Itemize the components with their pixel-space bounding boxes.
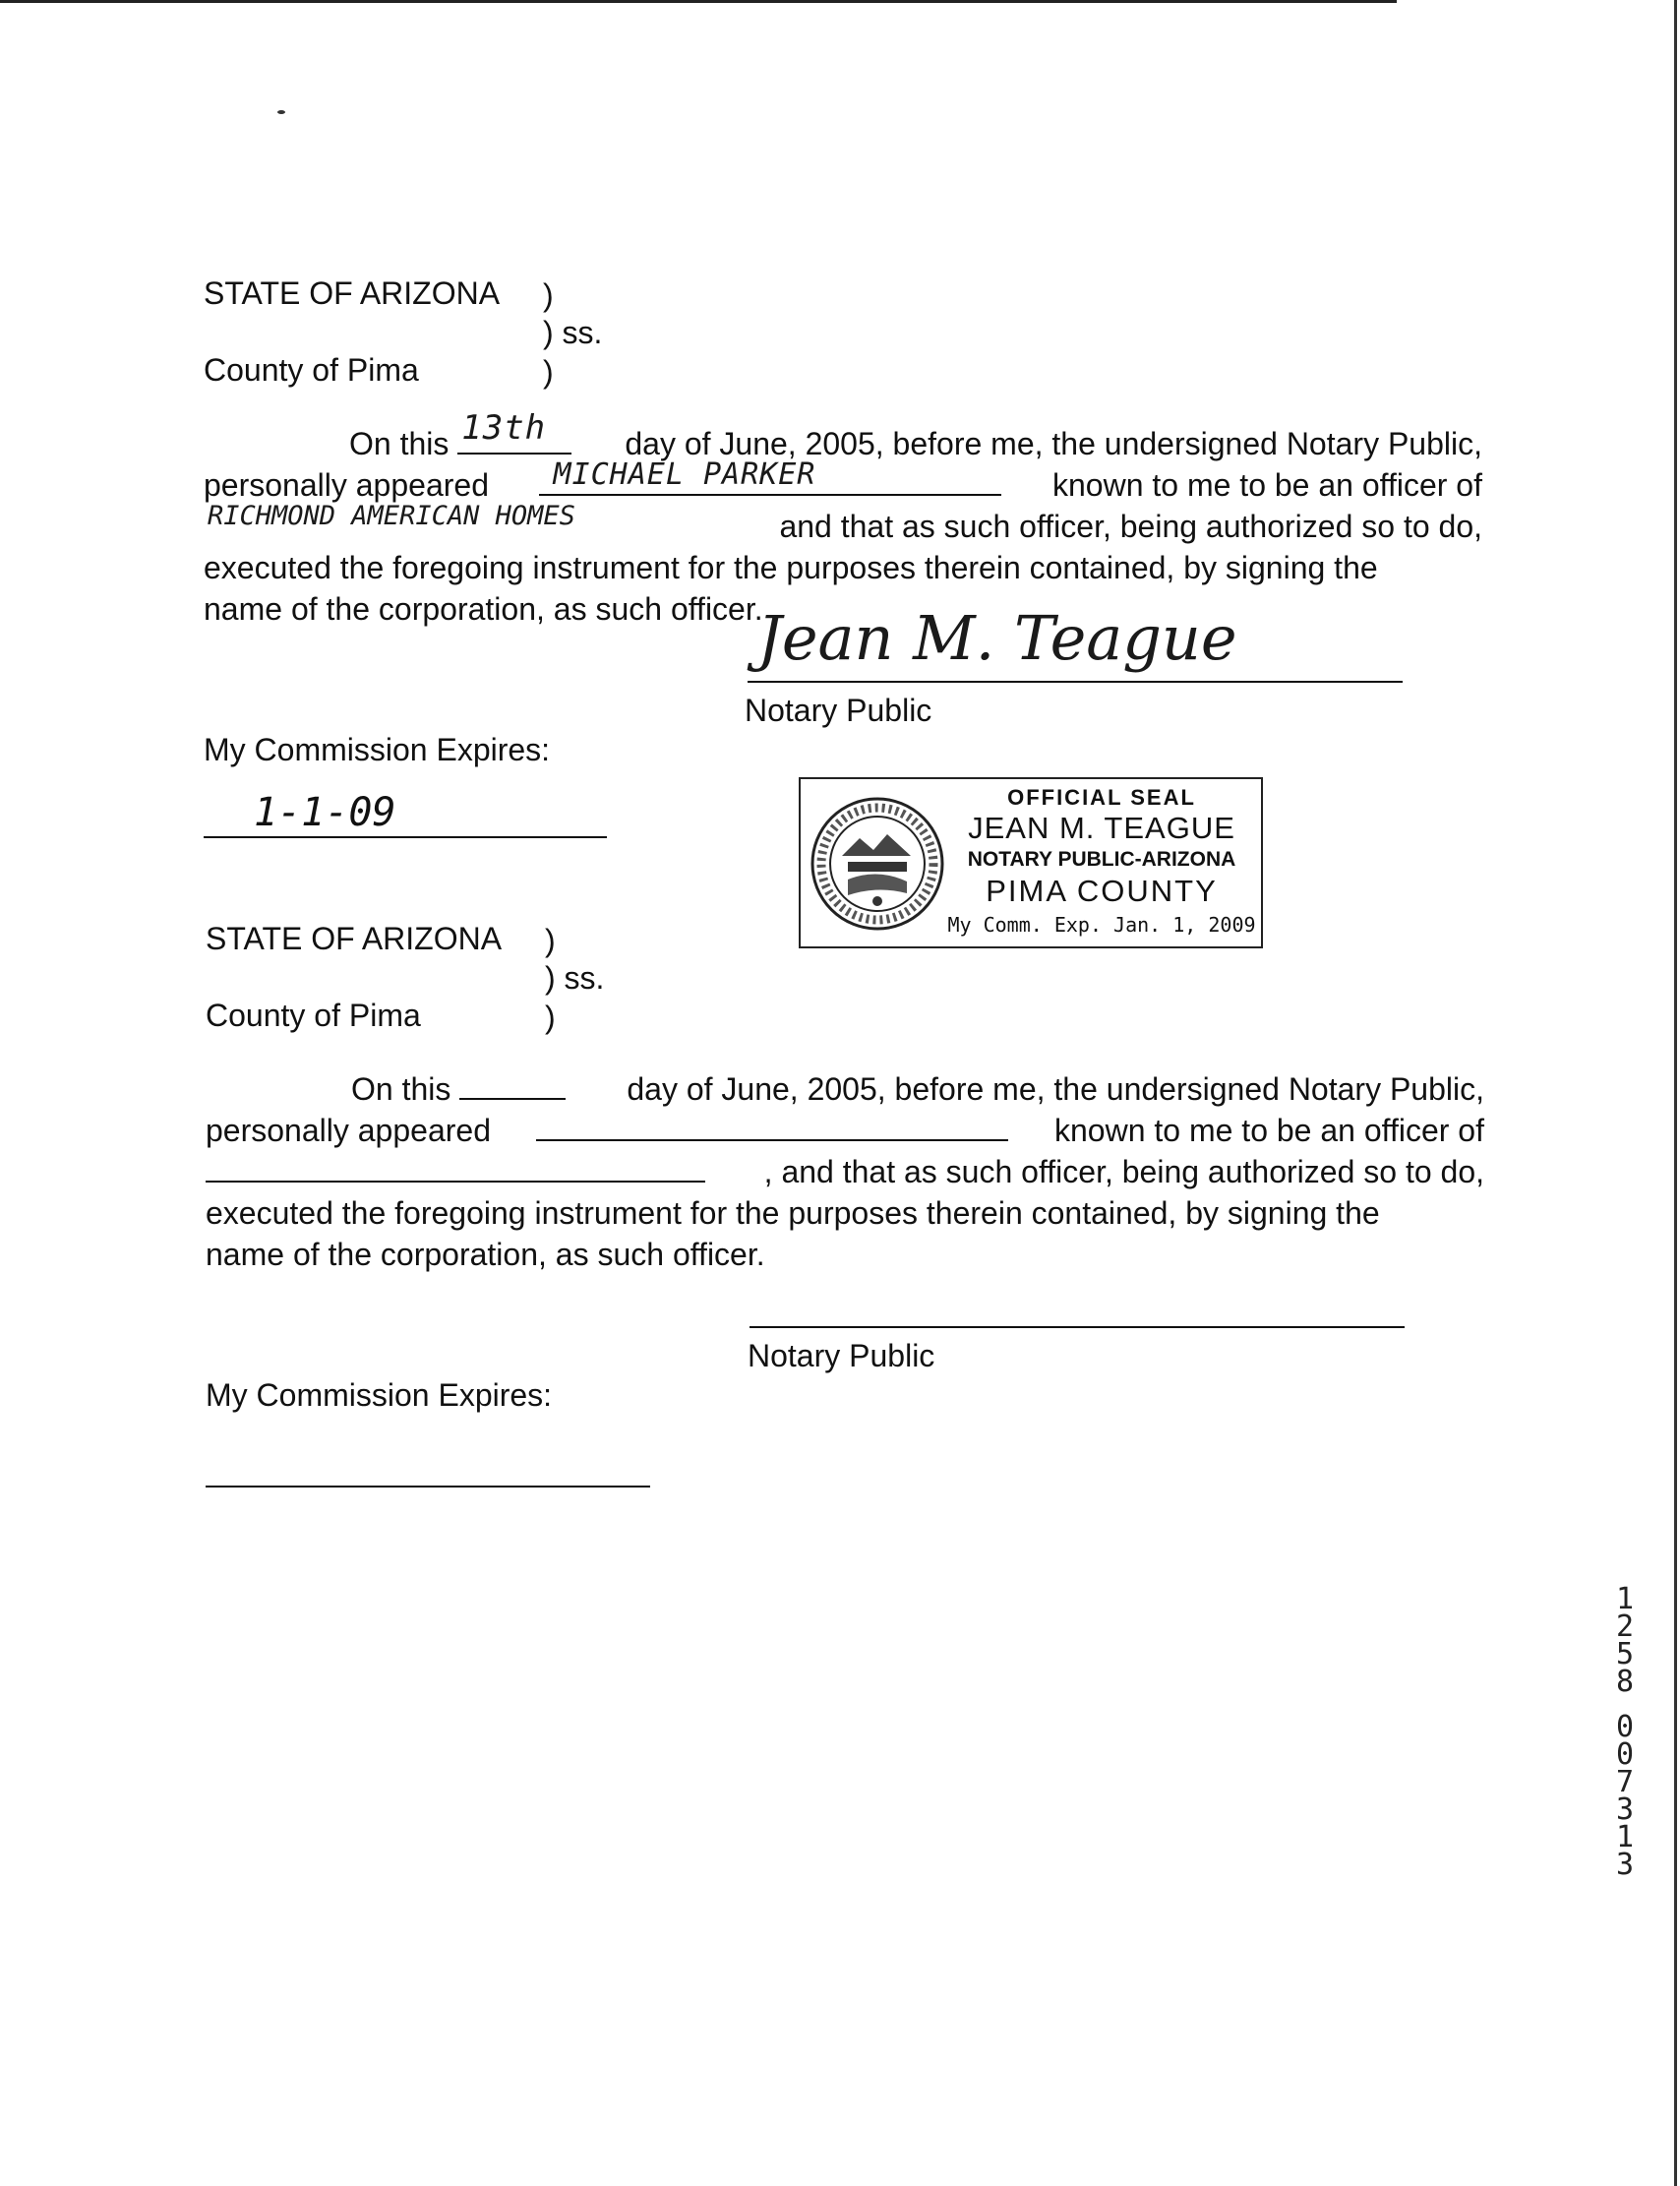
doc-number-digit: 1 — [1615, 1582, 1635, 1616]
paragraph-text: executed the foregoing instrument for the purposes therein contained, by signing the — [206, 1195, 1380, 1231]
notary-signature: Jean M. Teague — [757, 602, 1237, 674]
company-blank — [206, 1151, 705, 1183]
seal-title: OFFICIAL SEAL — [1007, 785, 1196, 810]
handwritten-officer-name: MICHAEL PARKER — [553, 457, 816, 492]
commission-line — [204, 836, 607, 838]
venue-ss: ) ss. — [543, 315, 603, 350]
seal-commission-expiry: My Comm. Exp. Jan. 1, 2009 — [947, 913, 1256, 937]
paragraph-text: known to me to be an officer of — [1053, 1113, 1484, 1148]
doc-number-digit: 7 — [1615, 1765, 1635, 1799]
name-blank — [539, 457, 1001, 496]
paragraph-text: personally appeared — [204, 467, 489, 503]
acknowledgment-paragraph — [206, 1068, 1484, 1275]
day-blank — [459, 1068, 566, 1100]
company-blank — [204, 501, 634, 535]
seal-county: PIMA COUNTY — [986, 874, 1218, 908]
venue-state: STATE OF ARIZONA — [206, 921, 503, 956]
paragraph-text: , and that as such officer, being authorized so to do, — [763, 1154, 1484, 1189]
paragraph-text: day of June, 2005, before me, the undersigned Notary Public, — [627, 1071, 1484, 1107]
state-seal-icon — [809, 791, 946, 937]
scan-speck — [277, 110, 285, 114]
venue-paren: ) — [543, 354, 554, 390]
right-edge-line — [1674, 0, 1677, 2186]
seal-notary-name: JEAN M. TEAGUE — [968, 811, 1235, 845]
document-number-vertical — [1605, 1582, 1645, 1882]
doc-number-digit: 1 — [1615, 1820, 1635, 1854]
doc-number-digit: 5 — [1615, 1637, 1635, 1671]
paragraph-text: name of the corporation, as such officer. — [204, 591, 763, 627]
venue-state: STATE OF ARIZONA — [204, 275, 501, 311]
paragraph-text: personally appeared — [206, 1113, 491, 1148]
signature-line — [750, 1326, 1405, 1328]
name-blank — [536, 1110, 1008, 1141]
venue-county: County of Pima — [206, 998, 421, 1033]
doc-number-digit: 0 — [1615, 1737, 1635, 1772]
paragraph-text: known to me to be an officer of — [1051, 467, 1482, 503]
handwritten-company: RICHMOND AMERICAN HOMES — [208, 501, 575, 531]
venue-county: County of Pima — [204, 352, 419, 388]
commission-line — [206, 1486, 650, 1488]
day-blank — [457, 408, 571, 455]
handwritten-day: 13th — [461, 408, 547, 448]
signature-line — [748, 681, 1403, 683]
seal-notary-state: NOTARY PUBLIC-ARIZONA — [967, 848, 1236, 871]
venue-paren: ) — [543, 277, 554, 313]
doc-number-digit: 3 — [1615, 1848, 1635, 1882]
commission-expires-label: My Commission Expires: — [206, 1377, 553, 1413]
paragraph-text: On this — [351, 1071, 451, 1107]
paragraph-text: and that as such officer, being authorized so to do, — [779, 509, 1482, 544]
notary-public-label: Notary Public — [745, 693, 932, 728]
venue-paren: ) — [545, 923, 556, 958]
notary-seal-stamp — [799, 777, 1263, 948]
doc-number-digit: 2 — [1615, 1609, 1635, 1644]
acknowledgment-paragraph — [204, 408, 1482, 630]
commission-expires-label: My Commission Expires: — [204, 732, 551, 767]
paragraph-text: day of June, 2005, before me, the undersigned Notary Public, — [625, 426, 1482, 461]
doc-number-digit: 3 — [1615, 1792, 1635, 1827]
paragraph-text: On this — [349, 426, 450, 461]
top-edge-line — [0, 0, 1397, 3]
venue-paren: ) — [545, 1000, 556, 1035]
paragraph-text: name of the corporation, as such officer. — [206, 1237, 765, 1272]
doc-number-digit: 0 — [1615, 1710, 1635, 1744]
handwritten-commission-date: 1-1-09 — [254, 790, 396, 835]
doc-number-digit: 8 — [1615, 1665, 1635, 1699]
venue-ss: ) ss. — [545, 960, 605, 996]
paragraph-text: executed the foregoing instrument for the purposes therein contained, by signing the — [204, 550, 1378, 585]
notary-public-label: Notary Public — [748, 1338, 935, 1373]
